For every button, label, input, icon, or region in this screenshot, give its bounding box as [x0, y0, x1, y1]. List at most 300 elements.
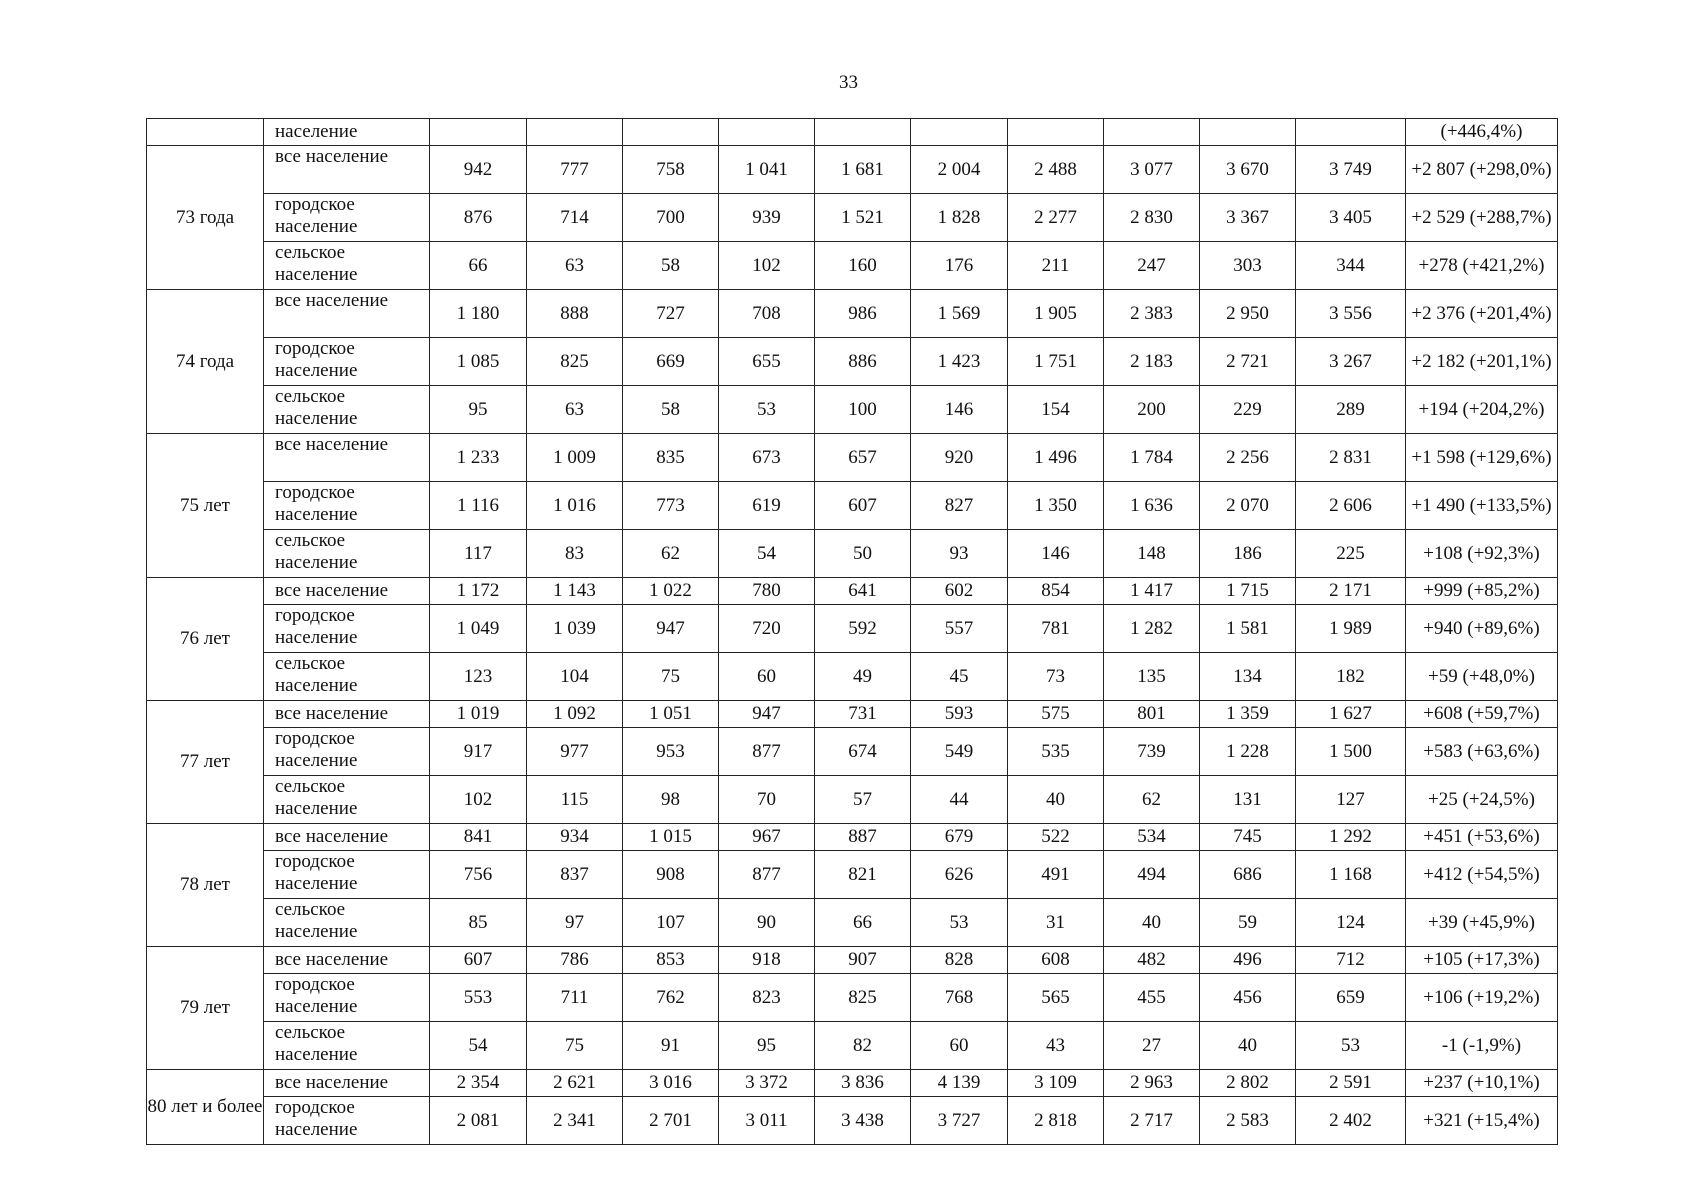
value-cell: 2 701	[623, 1097, 719, 1145]
value-cell	[719, 119, 815, 146]
value-cell: 2 341	[527, 1097, 623, 1145]
value-cell: 53	[1296, 1022, 1406, 1070]
change-cell: +940 (+89,6%)	[1406, 605, 1558, 653]
value-cell: 62	[1104, 776, 1200, 824]
value-cell: 44	[911, 776, 1008, 824]
value-cell: 124	[1296, 899, 1406, 947]
value-cell: 1 168	[1296, 851, 1406, 899]
table-row	[147, 899, 1558, 947]
value-cell: 1 143	[527, 578, 623, 605]
value-cell: 2 591	[1296, 1070, 1406, 1097]
value-cell: 655	[719, 338, 815, 386]
population-type-cell: городское население	[264, 974, 430, 1022]
value-cell: 45	[911, 653, 1008, 701]
population-type-cell: все население	[264, 434, 430, 482]
population-type-cell: сельское население	[264, 776, 430, 824]
value-cell: 2 081	[430, 1097, 527, 1145]
value-cell: 456	[1200, 974, 1296, 1022]
change-cell: +39 (+45,9%)	[1406, 899, 1558, 947]
value-cell: 3 011	[719, 1097, 815, 1145]
value-cell: 947	[719, 701, 815, 728]
value-cell: 225	[1296, 530, 1406, 578]
value-cell: 977	[527, 728, 623, 776]
change-cell: (+446,4%)	[1406, 119, 1558, 146]
table-row	[147, 974, 1558, 1022]
value-cell: 602	[911, 578, 1008, 605]
value-cell: 877	[719, 728, 815, 776]
value-cell: 1 085	[430, 338, 527, 386]
table-row	[147, 242, 1558, 290]
value-cell: 780	[719, 578, 815, 605]
value-cell: 1 905	[1008, 290, 1104, 338]
table-row	[147, 386, 1558, 434]
value-cell: 1 051	[623, 701, 719, 728]
population-type-cell: все население	[264, 290, 430, 338]
value-cell: 1 009	[527, 434, 623, 482]
change-cell: +106 (+19,2%)	[1406, 974, 1558, 1022]
value-cell: 1 228	[1200, 728, 1296, 776]
value-cell: 2 818	[1008, 1097, 1104, 1145]
value-cell: 657	[815, 434, 911, 482]
value-cell: 455	[1104, 974, 1200, 1022]
value-cell: 40	[1104, 899, 1200, 947]
value-cell: 115	[527, 776, 623, 824]
value-cell: 607	[430, 947, 527, 974]
value-cell: 708	[719, 290, 815, 338]
population-type-cell: сельское население	[264, 653, 430, 701]
population-type-cell: городское население	[264, 338, 430, 386]
table-row	[147, 1070, 1558, 1097]
value-cell: 146	[911, 386, 1008, 434]
age-cell: 75 лет	[147, 434, 264, 578]
change-cell: +2 182 (+201,1%)	[1406, 338, 1558, 386]
value-cell: 66	[430, 242, 527, 290]
value-cell: 828	[911, 947, 1008, 974]
table-row	[147, 824, 1558, 851]
value-cell: 70	[719, 776, 815, 824]
value-cell: 1 496	[1008, 434, 1104, 482]
value-cell: 58	[623, 386, 719, 434]
population-type-cell: городское население	[264, 194, 430, 242]
value-cell: 917	[430, 728, 527, 776]
value-cell: 835	[623, 434, 719, 482]
value-cell: 3 727	[911, 1097, 1008, 1145]
value-cell: 482	[1104, 947, 1200, 974]
table-row	[147, 290, 1558, 338]
table-row	[147, 947, 1558, 974]
value-cell: 801	[1104, 701, 1200, 728]
value-cell: 1 116	[430, 482, 527, 530]
value-cell: 131	[1200, 776, 1296, 824]
value-cell: 211	[1008, 242, 1104, 290]
value-cell: 641	[815, 578, 911, 605]
value-cell: 2 277	[1008, 194, 1104, 242]
value-cell: 3 077	[1104, 146, 1200, 194]
value-cell: 1 049	[430, 605, 527, 653]
value-cell: 3 109	[1008, 1070, 1104, 1097]
value-cell: 575	[1008, 701, 1104, 728]
value-cell: 967	[719, 824, 815, 851]
age-cell: 74 года	[147, 290, 264, 434]
table-row	[147, 776, 1558, 824]
value-cell: 82	[815, 1022, 911, 1070]
value-cell: 2 606	[1296, 482, 1406, 530]
value-cell: 134	[1200, 653, 1296, 701]
value-cell: 102	[719, 242, 815, 290]
table-row	[147, 851, 1558, 899]
value-cell: 1 715	[1200, 578, 1296, 605]
value-cell: 27	[1104, 1022, 1200, 1070]
value-cell: 176	[911, 242, 1008, 290]
page-number: 33	[839, 72, 858, 93]
value-cell: 1 019	[430, 701, 527, 728]
value-cell: 756	[430, 851, 527, 899]
value-cell: 2 802	[1200, 1070, 1296, 1097]
value-cell: 146	[1008, 530, 1104, 578]
change-cell: -1 (-1,9%)	[1406, 1022, 1558, 1070]
value-cell: 712	[1296, 947, 1406, 974]
value-cell: 1 417	[1104, 578, 1200, 605]
table-row	[147, 482, 1558, 530]
value-cell: 731	[815, 701, 911, 728]
value-cell: 1 350	[1008, 482, 1104, 530]
value-cell: 75	[623, 653, 719, 701]
value-cell: 674	[815, 728, 911, 776]
value-cell: 93	[911, 530, 1008, 578]
value-cell: 102	[430, 776, 527, 824]
value-cell: 3 749	[1296, 146, 1406, 194]
value-cell: 2 171	[1296, 578, 1406, 605]
value-cell: 148	[1104, 530, 1200, 578]
value-cell: 135	[1104, 653, 1200, 701]
change-cell: +321 (+15,4%)	[1406, 1097, 1558, 1145]
value-cell: 2 963	[1104, 1070, 1200, 1097]
value-cell: 43	[1008, 1022, 1104, 1070]
value-cell: 758	[623, 146, 719, 194]
value-cell: 659	[1296, 974, 1406, 1022]
population-type-cell: население	[264, 119, 430, 146]
population-type-cell: сельское население	[264, 1022, 430, 1070]
table-row	[147, 605, 1558, 653]
value-cell: 888	[527, 290, 623, 338]
value-cell: 762	[623, 974, 719, 1022]
value-cell: 247	[1104, 242, 1200, 290]
population-type-cell: городское население	[264, 728, 430, 776]
value-cell	[527, 119, 623, 146]
value-cell: 1 292	[1296, 824, 1406, 851]
value-cell: 2 717	[1104, 1097, 1200, 1145]
value-cell: 1 022	[623, 578, 719, 605]
change-cell: +583 (+63,6%)	[1406, 728, 1558, 776]
value-cell: 854	[1008, 578, 1104, 605]
value-cell: 154	[1008, 386, 1104, 434]
table-body	[147, 119, 1558, 1145]
population-type-cell: сельское население	[264, 242, 430, 290]
value-cell: 727	[623, 290, 719, 338]
table-row	[147, 434, 1558, 482]
value-cell: 522	[1008, 824, 1104, 851]
value-cell: 57	[815, 776, 911, 824]
value-cell: 553	[430, 974, 527, 1022]
value-cell: 939	[719, 194, 815, 242]
population-table	[146, 118, 1558, 1145]
population-type-cell: все население	[264, 578, 430, 605]
value-cell	[430, 119, 527, 146]
value-cell: 1 180	[430, 290, 527, 338]
population-type-cell: все население	[264, 824, 430, 851]
table-row	[147, 119, 1558, 146]
value-cell: 619	[719, 482, 815, 530]
value-cell: 2 721	[1200, 338, 1296, 386]
value-cell: 821	[815, 851, 911, 899]
value-cell: 877	[719, 851, 815, 899]
population-type-cell: все население	[264, 1070, 430, 1097]
value-cell: 1 828	[911, 194, 1008, 242]
value-cell: 95	[430, 386, 527, 434]
value-cell: 700	[623, 194, 719, 242]
value-cell: 2 831	[1296, 434, 1406, 482]
age-cell: 77 лет	[147, 701, 264, 824]
value-cell: 2 183	[1104, 338, 1200, 386]
value-cell: 918	[719, 947, 815, 974]
value-cell: 565	[1008, 974, 1104, 1022]
value-cell: 83	[527, 530, 623, 578]
age-cell: 80 лет и более	[147, 1070, 264, 1145]
value-cell: 104	[527, 653, 623, 701]
change-cell: +608 (+59,7%)	[1406, 701, 1558, 728]
value-cell: 53	[911, 899, 1008, 947]
value-cell: 344	[1296, 242, 1406, 290]
value-cell: 1 751	[1008, 338, 1104, 386]
value-cell: 95	[719, 1022, 815, 1070]
value-cell: 1 359	[1200, 701, 1296, 728]
value-cell: 2 004	[911, 146, 1008, 194]
population-type-cell: все население	[264, 947, 430, 974]
value-cell: 825	[527, 338, 623, 386]
value-cell: 1 636	[1104, 482, 1200, 530]
value-cell: 549	[911, 728, 1008, 776]
population-type-cell: городское население	[264, 482, 430, 530]
value-cell: 1 016	[527, 482, 623, 530]
value-cell: 40	[1008, 776, 1104, 824]
value-cell: 1 423	[911, 338, 1008, 386]
value-cell: 289	[1296, 386, 1406, 434]
value-cell	[911, 119, 1008, 146]
population-type-cell: все население	[264, 701, 430, 728]
value-cell: 62	[623, 530, 719, 578]
population-type-cell: сельское население	[264, 386, 430, 434]
value-cell: 608	[1008, 947, 1104, 974]
table-row	[147, 338, 1558, 386]
value-cell: 2 621	[527, 1070, 623, 1097]
value-cell: 2 256	[1200, 434, 1296, 482]
value-cell: 90	[719, 899, 815, 947]
value-cell: 1 015	[623, 824, 719, 851]
value-cell	[1296, 119, 1406, 146]
table-row	[147, 530, 1558, 578]
value-cell: 837	[527, 851, 623, 899]
value-cell: 3 367	[1200, 194, 1296, 242]
value-cell: 3 556	[1296, 290, 1406, 338]
value-cell: 907	[815, 947, 911, 974]
table-row	[147, 1097, 1558, 1145]
value-cell: 3 267	[1296, 338, 1406, 386]
value-cell: 3 836	[815, 1070, 911, 1097]
value-cell: 3 438	[815, 1097, 911, 1145]
value-cell: 1 233	[430, 434, 527, 482]
value-cell: 49	[815, 653, 911, 701]
table-row	[147, 1022, 1558, 1070]
value-cell: 841	[430, 824, 527, 851]
value-cell: 54	[719, 530, 815, 578]
value-cell: 3 372	[719, 1070, 815, 1097]
value-cell: 3 016	[623, 1070, 719, 1097]
value-cell: 186	[1200, 530, 1296, 578]
change-cell: +59 (+48,0%)	[1406, 653, 1558, 701]
value-cell: 107	[623, 899, 719, 947]
value-cell: 491	[1008, 851, 1104, 899]
value-cell: 823	[719, 974, 815, 1022]
value-cell: 97	[527, 899, 623, 947]
value-cell: 768	[911, 974, 1008, 1022]
value-cell: 876	[430, 194, 527, 242]
age-cell: 76 лет	[147, 578, 264, 701]
value-cell: 53	[719, 386, 815, 434]
change-cell: +108 (+92,3%)	[1406, 530, 1558, 578]
value-cell: 1 784	[1104, 434, 1200, 482]
table-row	[147, 653, 1558, 701]
value-cell: 827	[911, 482, 1008, 530]
value-cell: 953	[623, 728, 719, 776]
value-cell: 1 627	[1296, 701, 1406, 728]
value-cell: 85	[430, 899, 527, 947]
value-cell: 4 139	[911, 1070, 1008, 1097]
age-cell: 78 лет	[147, 824, 264, 947]
change-cell: +105 (+17,3%)	[1406, 947, 1558, 974]
population-type-cell: городское население	[264, 851, 430, 899]
value-cell: 720	[719, 605, 815, 653]
value-cell: 947	[623, 605, 719, 653]
value-cell: 535	[1008, 728, 1104, 776]
value-cell: 2 583	[1200, 1097, 1296, 1145]
change-cell: +278 (+421,2%)	[1406, 242, 1558, 290]
value-cell: 934	[527, 824, 623, 851]
value-cell: 887	[815, 824, 911, 851]
value-cell: 117	[430, 530, 527, 578]
change-cell: +2 376 (+201,4%)	[1406, 290, 1558, 338]
change-cell: +1 598 (+129,6%)	[1406, 434, 1558, 482]
value-cell: 494	[1104, 851, 1200, 899]
table-row	[147, 578, 1558, 605]
value-cell: 2 402	[1296, 1097, 1406, 1145]
age-cell: 73 года	[147, 146, 264, 290]
value-cell: 2 383	[1104, 290, 1200, 338]
value-cell: 592	[815, 605, 911, 653]
population-type-cell: городское население	[264, 1097, 430, 1145]
value-cell: 679	[911, 824, 1008, 851]
value-cell: 711	[527, 974, 623, 1022]
change-cell: +999 (+85,2%)	[1406, 578, 1558, 605]
change-cell: +2 807 (+298,0%)	[1406, 146, 1558, 194]
value-cell: 1 989	[1296, 605, 1406, 653]
value-cell: 626	[911, 851, 1008, 899]
value-cell: 1 500	[1296, 728, 1406, 776]
value-cell: 777	[527, 146, 623, 194]
value-cell: 781	[1008, 605, 1104, 653]
value-cell: 1 521	[815, 194, 911, 242]
value-cell: 91	[623, 1022, 719, 1070]
value-cell: 40	[1200, 1022, 1296, 1070]
value-cell: 986	[815, 290, 911, 338]
value-cell: 3 670	[1200, 146, 1296, 194]
value-cell: 2 830	[1104, 194, 1200, 242]
value-cell: 100	[815, 386, 911, 434]
value-cell: 127	[1296, 776, 1406, 824]
value-cell: 1 569	[911, 290, 1008, 338]
change-cell: +2 529 (+288,7%)	[1406, 194, 1558, 242]
value-cell: 1 681	[815, 146, 911, 194]
value-cell: 73	[1008, 653, 1104, 701]
value-cell: 745	[1200, 824, 1296, 851]
value-cell: 786	[527, 947, 623, 974]
value-cell: 1 039	[527, 605, 623, 653]
value-cell: 123	[430, 653, 527, 701]
table-row	[147, 146, 1558, 194]
table-row	[147, 728, 1558, 776]
value-cell: 908	[623, 851, 719, 899]
value-cell: 50	[815, 530, 911, 578]
value-cell: 66	[815, 899, 911, 947]
change-cell: +194 (+204,2%)	[1406, 386, 1558, 434]
value-cell: 886	[815, 338, 911, 386]
value-cell	[1008, 119, 1104, 146]
change-cell: +237 (+10,1%)	[1406, 1070, 1558, 1097]
value-cell	[815, 119, 911, 146]
value-cell: 2 070	[1200, 482, 1296, 530]
value-cell: 60	[719, 653, 815, 701]
value-cell: 1 282	[1104, 605, 1200, 653]
change-cell: +412 (+54,5%)	[1406, 851, 1558, 899]
value-cell: 825	[815, 974, 911, 1022]
change-cell: +25 (+24,5%)	[1406, 776, 1558, 824]
value-cell: 229	[1200, 386, 1296, 434]
value-cell: 63	[527, 386, 623, 434]
age-cell	[147, 119, 264, 146]
value-cell: 773	[623, 482, 719, 530]
value-cell: 607	[815, 482, 911, 530]
value-cell: 853	[623, 947, 719, 974]
value-cell	[1200, 119, 1296, 146]
value-cell: 1 581	[1200, 605, 1296, 653]
value-cell: 669	[623, 338, 719, 386]
value-cell: 59	[1200, 899, 1296, 947]
value-cell: 60	[911, 1022, 1008, 1070]
value-cell: 1 041	[719, 146, 815, 194]
value-cell: 182	[1296, 653, 1406, 701]
value-cell: 1 092	[527, 701, 623, 728]
table-row	[147, 701, 1558, 728]
value-cell: 1 172	[430, 578, 527, 605]
change-cell: +1 490 (+133,5%)	[1406, 482, 1558, 530]
population-type-cell: сельское население	[264, 530, 430, 578]
value-cell: 686	[1200, 851, 1296, 899]
value-cell: 303	[1200, 242, 1296, 290]
value-cell: 739	[1104, 728, 1200, 776]
value-cell: 54	[430, 1022, 527, 1070]
value-cell: 557	[911, 605, 1008, 653]
value-cell: 75	[527, 1022, 623, 1070]
value-cell: 534	[1104, 824, 1200, 851]
